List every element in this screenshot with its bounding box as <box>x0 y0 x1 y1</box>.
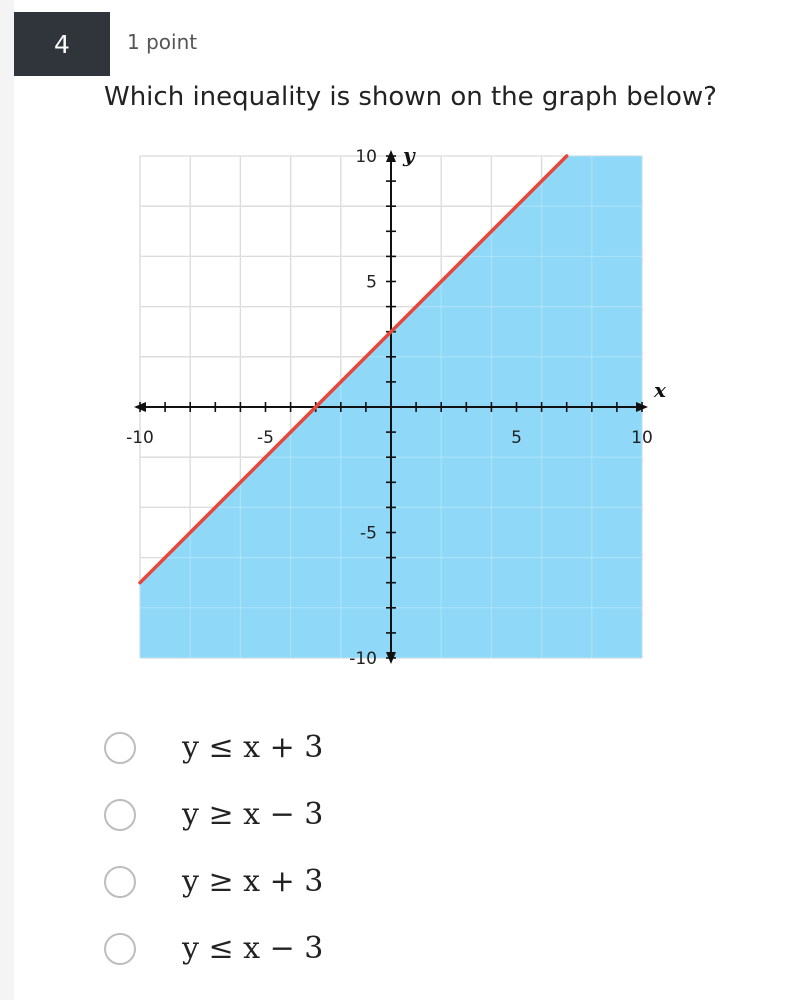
question-number-badge <box>14 12 110 76</box>
x-tick-label: 5 <box>511 428 522 448</box>
question-points: 1 point <box>127 30 198 54</box>
answer-options <box>104 714 704 982</box>
question-number: 4 <box>54 29 70 59</box>
y-tick-label: -5 <box>360 523 377 544</box>
answer-label: y ≤ x + 3 <box>182 730 324 765</box>
x-axis-label: x <box>654 378 666 402</box>
answer-label: y ≥ x − 3 <box>182 797 324 832</box>
left-rail <box>0 0 14 1000</box>
answer-option-3[interactable] <box>104 848 704 915</box>
radio-button[interactable] <box>104 732 136 764</box>
answer-option-1[interactable] <box>104 714 704 781</box>
radio-button[interactable] <box>104 933 136 965</box>
answer-label: y ≥ x + 3 <box>182 864 324 899</box>
answer-option-2[interactable] <box>104 781 704 848</box>
y-tick-label: 5 <box>366 272 377 293</box>
x-tick-label: -10 <box>126 428 154 448</box>
question-text: Which inequality is shown on the graph below? <box>104 82 717 112</box>
inequality-graph <box>112 140 672 700</box>
y-tick-label: -10 <box>349 649 377 669</box>
radio-button[interactable] <box>104 799 136 831</box>
radio-button[interactable] <box>104 866 136 898</box>
y-tick-label: 10 <box>355 147 377 167</box>
answer-label: y ≤ x − 3 <box>182 931 324 966</box>
x-tick-label: -5 <box>257 428 274 448</box>
y-axis-label: y <box>403 143 415 167</box>
x-tick-label: 10 <box>631 428 653 448</box>
answer-option-4[interactable] <box>104 915 704 982</box>
